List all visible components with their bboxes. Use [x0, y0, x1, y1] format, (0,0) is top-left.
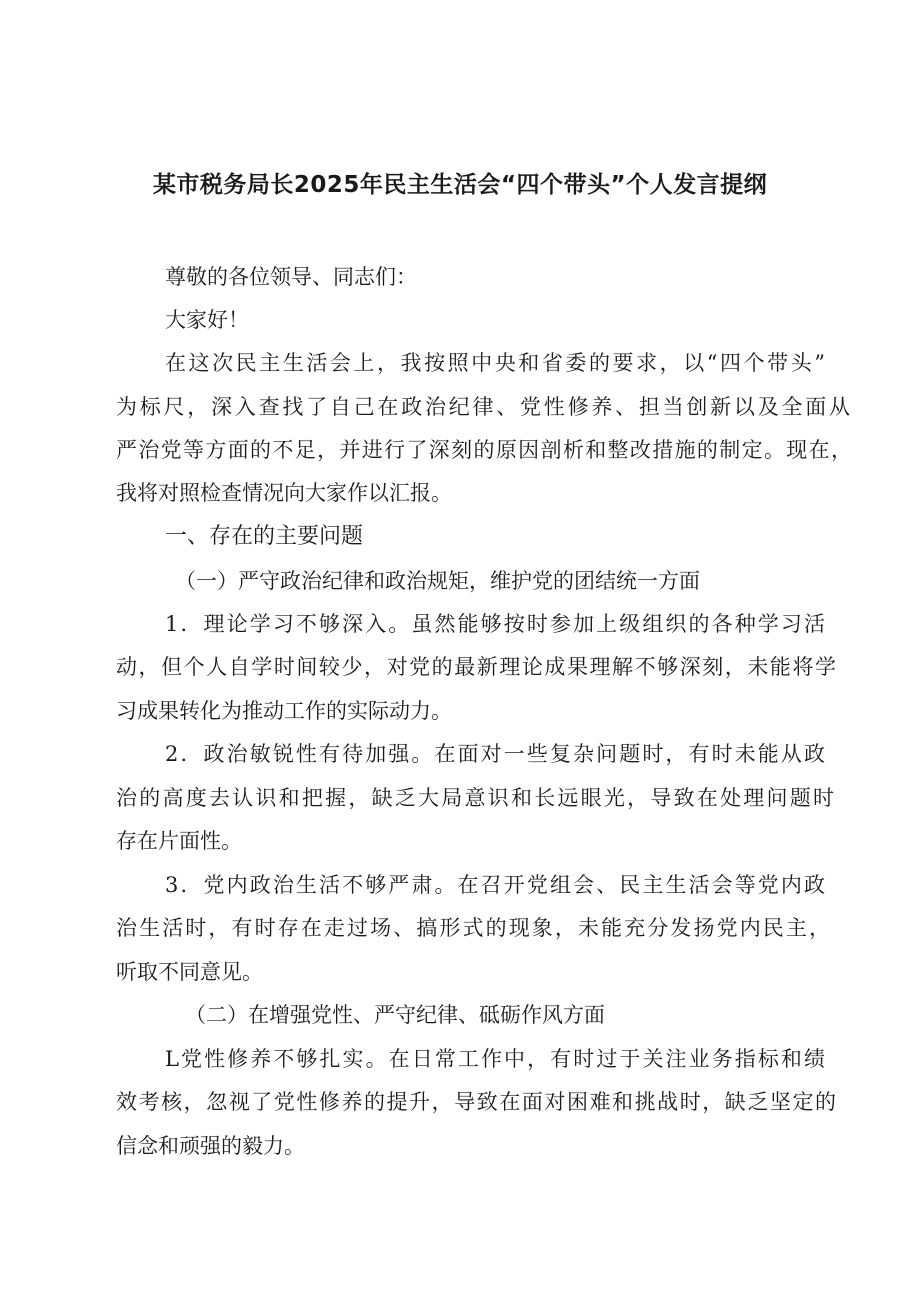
- item-line: 习成果转化为推动工作的实际动力。: [116, 699, 452, 723]
- item-line: 3．党内政治生活不够严肃。在召开党组会、民主生活会等党内政: [165, 873, 825, 897]
- intro-line: 严治党等方面的不足，并进行了深刻的原因剖析和整改措施的制定。现在，: [116, 438, 852, 462]
- section-heading: 一、存在的主要问题: [165, 524, 364, 549]
- intro-line: 为标尺，深入查找了自己在政治纪律、党性修养、担当创新以及全面从: [116, 395, 850, 419]
- greeting: 大家好！: [165, 308, 249, 332]
- document-title: 某市税务局长2025年民主生活会“四个带头”个人发言提纲: [152, 172, 768, 198]
- salutation: 尊敬的各位领导、同志们：: [165, 265, 417, 289]
- subsection-heading: （一）严守政治纪律和政治规矩，维护党的团结统一方面: [175, 569, 700, 593]
- item-line: 听取不同意见。: [116, 960, 263, 984]
- item-line: 效考核，忽视了党性修养的提升，导致在面对困难和挑战时，缺乏坚定的: [116, 1090, 836, 1114]
- item-line: 2．政治敏锐性有待加强。在面对一些复杂问题时，有时未能从政: [165, 742, 825, 766]
- item-line: 动，但个人自学时间较少，对党的最新理论成果理解不够深刻，未能将学: [116, 655, 836, 679]
- item-line: 存在片面性。: [116, 829, 242, 853]
- item-line: 治的高度去认识和把握，缺乏大局意识和长远眼光，导致在处理问题时: [116, 786, 834, 810]
- item-line: 治生活时，有时存在走过场、搞形式的现象，未能充分发扬党内民主，: [116, 916, 830, 940]
- intro-line: 在这次民主生活会上，我按照中央和省委的要求，以“四个带头”: [165, 351, 825, 375]
- item-line: L党性修养不够扎实。在日常工作中，有时过于关注业务指标和绩: [165, 1047, 825, 1071]
- item-line: 信念和顽强的毅力。: [116, 1134, 305, 1158]
- item-line: 1．理论学习不够深入。虽然能够按时参加上级组织的各种学习活: [165, 612, 825, 636]
- subsection-heading: （二）在增强党性、严守纪律、砥砺作风方面: [185, 1003, 605, 1027]
- intro-line: 我将对照检查情况向大家作以汇报。: [116, 481, 452, 505]
